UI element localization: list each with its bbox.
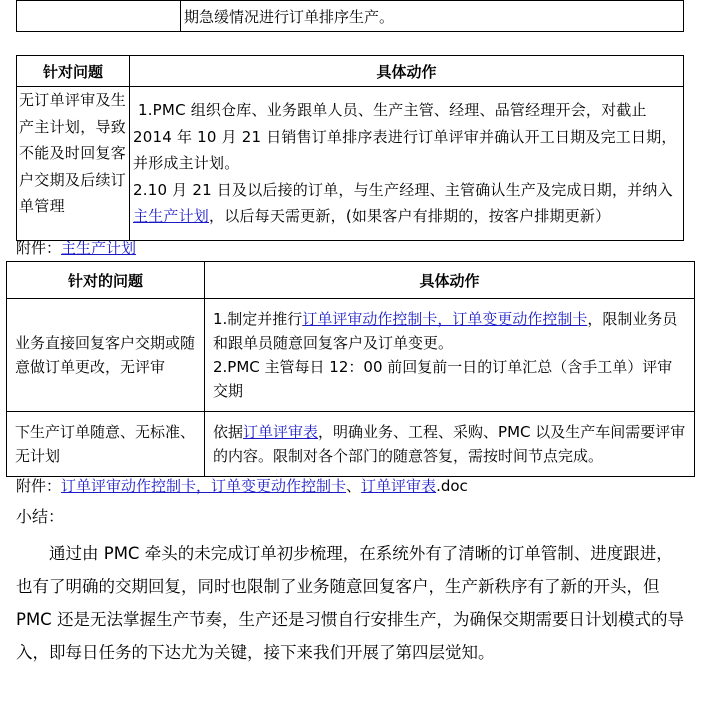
attachment-line-2: [16, 475, 468, 496]
table-cell: 期急缓情况进行订单排序生产。: [181, 1, 684, 32]
header-issue: 针对问题: [17, 56, 130, 87]
table-row: [17, 87, 684, 241]
issue-cell: 下生产订单随意、无标准、无计划: [7, 412, 205, 477]
order-review-attachment-link[interactable]: 订单评审表: [361, 477, 437, 495]
header-issue: 针对的问题: [7, 262, 205, 299]
action-cell: [205, 299, 695, 412]
issue-cell: 无订单评审及生产主计划，导致不能及时回复客户交期及后续订单管理: [17, 87, 130, 241]
action-paragraph-2: 2.10 月 21 日及以后接的订单，与生产经理、主管确认生产及完成日期，并纳入主生产计划，以后每天需更新，(如果客户有排期的，按客户排期更新）: [133, 180, 673, 225]
action-paragraph-1: 1.PMC 组织仓库、业务跟单人员、生产主管、经理、品管经理开会，对截止 2014 年 10 月 21 日销售订单排序表进行订单评审并确认开工日期及完工日期，并形成主计划。: [133, 101, 677, 172]
control-card-attachment-link[interactable]: 订单评审动作控制卡，订单变更动作控制卡: [61, 477, 347, 495]
master-plan-link[interactable]: 主生产计划: [133, 207, 210, 225]
table-header-row: [7, 262, 695, 299]
summary-paragraph: 通过由 PMC 牵头的未完成订单初步梳理，在系统外有了清晰的订单管制、进度跟进，也有了明确的交期回复，同时也限制了业务随意回复客户，生产新秩序有了新的开头，但 PMC 还是无法掌握生产节奏，生产还是习惯自行安排生产，为确保交期需要日计划模式的导入，即每日任务的下达尤为关键，接下来我们开展了第四层觉知。: [16, 544, 684, 662]
continuation-table: [16, 0, 684, 32]
header-action: 具体动作: [205, 262, 695, 299]
action-paragraph-2: 2.PMC 主管每日 12：00 前回复前一日的订单汇总（含手工单）评审交期: [213, 358, 673, 400]
action-paragraph: 依据订单评审表，明确业务、工程、采购、PMC 以及生产车间需要评审的内容。限制对各个部门的随意答复，需按时间节点完成。: [213, 423, 686, 465]
action-cell: [130, 87, 684, 241]
master-plan-attachment-link[interactable]: 主生产计划: [61, 239, 137, 257]
issue-action-table-2: [6, 261, 695, 477]
issue-action-table-1: [16, 55, 684, 241]
attachment-label: 附件：: [16, 477, 62, 495]
summary-title: 小结：: [16, 507, 65, 526]
table-cell-empty: [17, 1, 181, 32]
table-row: [7, 412, 695, 477]
issue-cell: 业务直接回复客户交期或随意做订单更改，无评审: [7, 299, 205, 412]
table-row: [17, 1, 684, 32]
table-row: [7, 299, 695, 412]
attachment-suffix: .doc: [436, 477, 468, 495]
attachment-label: 附件：: [16, 239, 62, 257]
order-review-table-link[interactable]: 订单评审表: [243, 423, 319, 441]
header-action: 具体动作: [130, 56, 684, 87]
action-paragraph-1: 1.制定并推行订单评审动作控制卡，订单变更动作控制卡，限制业务员和跟单员随意回复客户及订单变更。: [213, 310, 678, 352]
attachment-separator: 、: [346, 477, 362, 495]
table-header-row: [17, 56, 684, 87]
control-card-link[interactable]: 订单评审动作控制卡，订单变更动作控制卡: [302, 310, 588, 328]
attachment-line-1: [16, 237, 136, 258]
action-cell: [205, 412, 695, 477]
